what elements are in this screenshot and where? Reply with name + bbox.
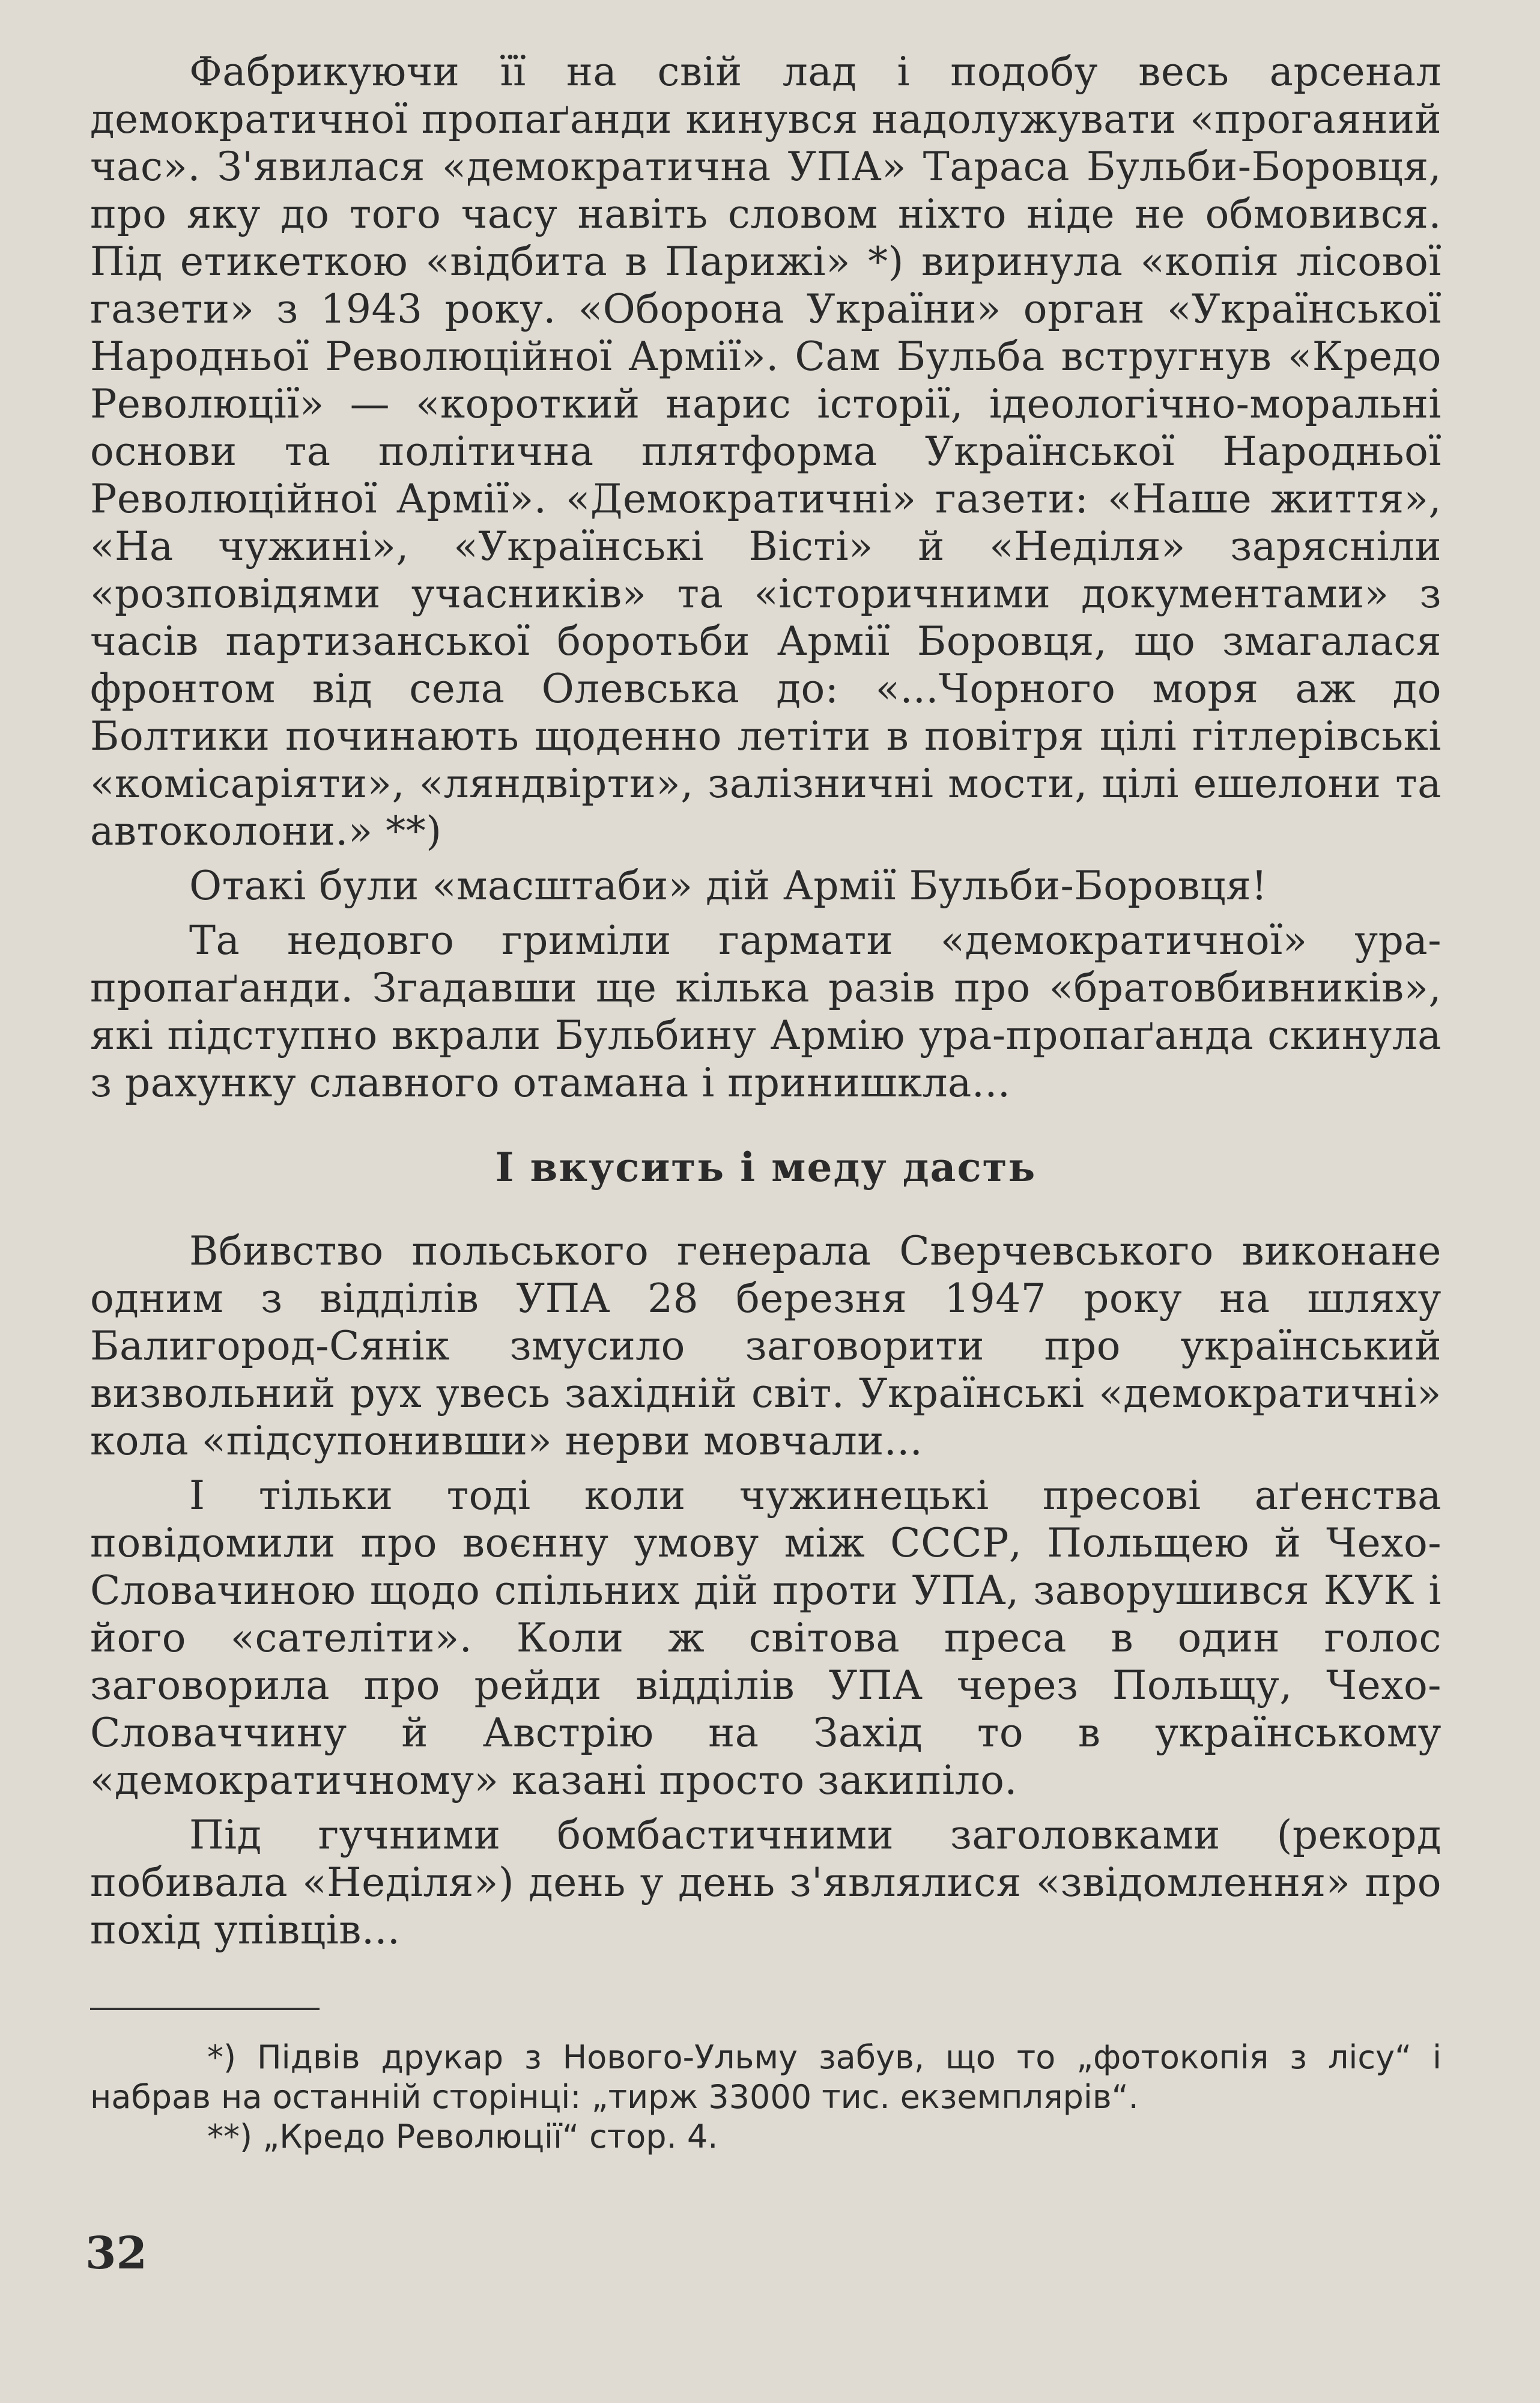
paragraph: Фабрикуючи її на свій лад і подобу весь арсенал демократичної пропаґанди кинувся надолужувати «прогаяний час». З'явилася «демократична УПА» Тараса Бульби-Боровця, про яку до того часу навіть словом ніхто ніде не обмовився. Під етикеткою «відбита в Парижі» *) виринула «копія лісової газети» з 1943 року. «Оборона України» орган «Української Народньої Революційної Армії». Сам Бульба встругнув «Кредо Революції» — «короткий нарис історії, ідеологічно-моральні основи та політична плятформа Української Народньої Революційної Армії». «Демократичні» газети: «Наше життя», «На чужині», «Українські Вісті» й «Неділя» зарясніли «розповідями учасників» та «історичними документами» з часів партизанської боротьби Армії Боровця, що змагалася фронтом від села Олевська до: «...Чорного моря аж до Болтики починають щоденно летіти в повітря цілі гітлерівські «комісаріяти», «ляндвірти», залізничні мости, цілі ешелони та автоколони.» **) [90,49,1441,854]
footnote-divider [90,2008,320,2010]
footnote: *) Підвів друкар з Нового-Ульму забув, що то „фотокопія з лісу“ і набрав на останній сторінці: „тирж 33000 тис. екземплярів“. [90,2038,1441,2116]
paragraph: Під гучними бомбастичними заголовками (рекорд побивала «Неділя») день у день з'являлися «звідомлення» про похід упівців... [90,1812,1441,1953]
main-text [90,48,1441,1954]
section-heading: І вкусить і меду дасть [495,1144,1037,1191]
paragraph: І тільки тоді коли чужинецькі пресові аґенства повідомили про воєнну умову між СССР, Польщею й Чехо-Словачиною щодо спільних дій проти УПА, заворушився КУК і його «сателіти». Коли ж світова преса в один голос заговорила про рейди відділів УПА через Польщу, Чехо-Словаччину й Австрію на Захід то в українському «демократичному» казані просто закипіло. [90,1472,1441,1803]
footnote: **) „Кредо Революції“ стор. 4. [207,2118,718,2155]
paragraph: Та недовго гриміли гармати «демократичної» ура-пропаґанди. Згадавши ще кілька разів про «братовбивників», які підступно вкрали Бульбину Армію ура-пропаґанда скинула з рахунку славного отамана і принишкла... [90,917,1441,1106]
paragraph: Вбивство польського генерала Сверчевського виконане одним з відділів УПА 28 березня 1947 року на шляху Балигород-Сянік змусило заговорити про український визвольний рух увесь західній світ. Українські «демократичні» кола «підсупонивши» нерви мовчали... [90,1228,1441,1464]
page-number: 32 [85,2228,147,2279]
paragraph: Отакі були «масштаби» дій Армії Бульби-Боровця! [189,863,1268,909]
footnotes [90,2038,1441,2157]
